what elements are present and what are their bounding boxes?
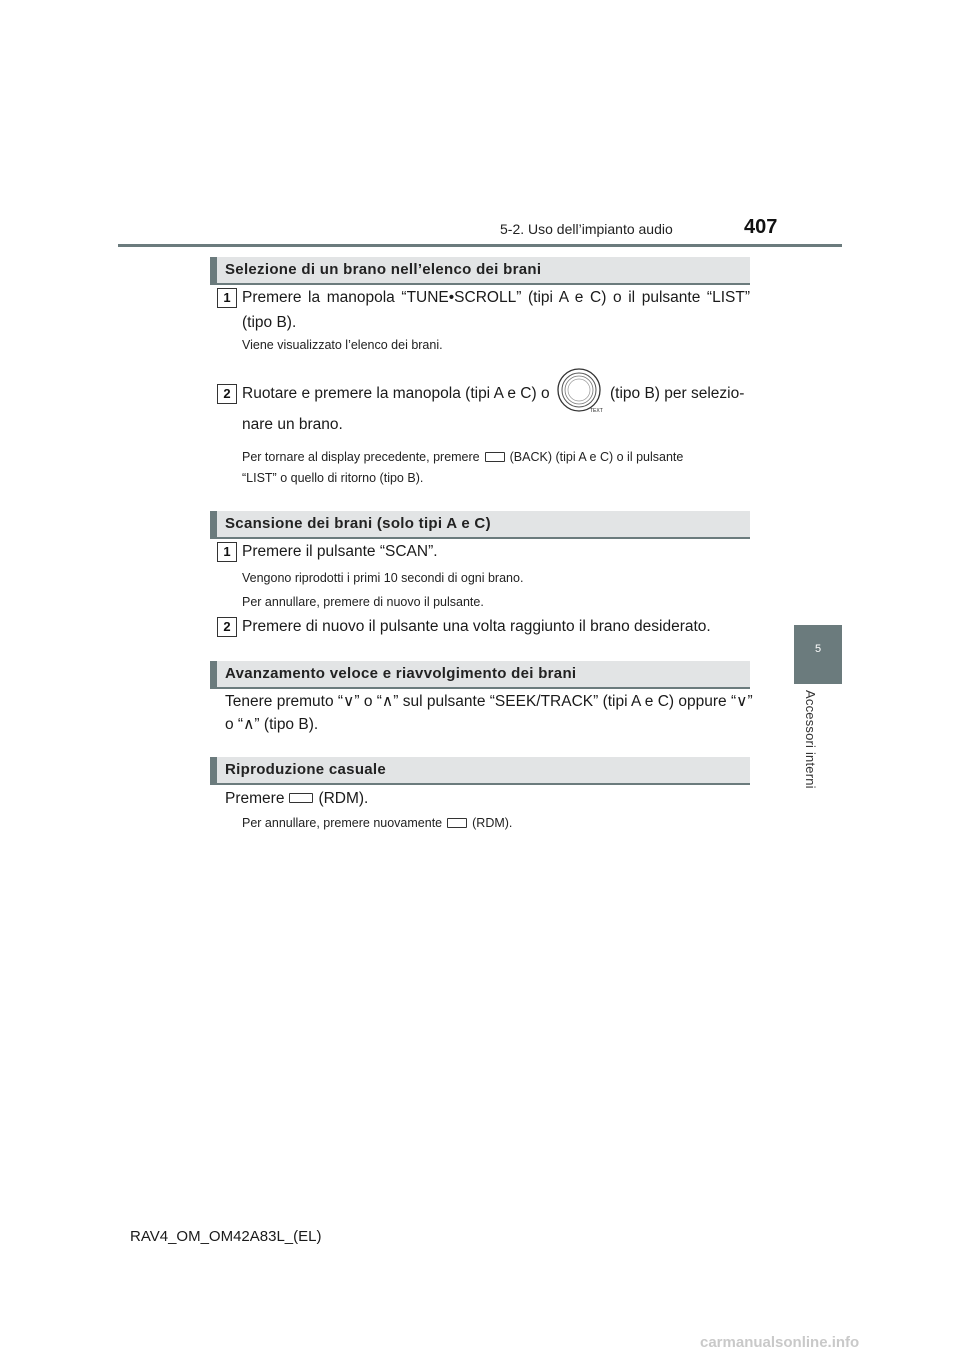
step-number-box: 2 bbox=[217, 384, 237, 404]
step-text-line2: nare un brano. bbox=[242, 416, 343, 433]
section-heading-text: Avanzamento veloce e riavvolgimento dei brani bbox=[225, 665, 577, 682]
back-button-icon bbox=[485, 452, 505, 462]
step-text-part2: (tipo B) per selezio- bbox=[610, 385, 745, 402]
step-note: Viene visualizzato l’elenco dei brani. bbox=[242, 338, 443, 352]
section-heading-bar bbox=[210, 511, 217, 537]
body-text bbox=[225, 786, 368, 811]
step-text: Premere di nuovo il pulsante una volta raggiunto il brano desiderato. bbox=[242, 618, 711, 635]
step-number-box: 1 bbox=[217, 288, 237, 308]
tune-knob-icon bbox=[557, 368, 603, 414]
watermark: carmanualsonline.info bbox=[700, 1334, 860, 1351]
page-number: 407 bbox=[744, 216, 778, 238]
knob-label: TEXT bbox=[590, 408, 603, 414]
note-text: Per tornare al display precedente, premere bbox=[242, 450, 480, 464]
step-text-part1: Ruotare e premere la manopola (tipi A e C) o bbox=[242, 385, 550, 402]
header-rule bbox=[118, 244, 842, 247]
section-heading-scan bbox=[210, 511, 750, 539]
header-section-title: 5-2. Uso dell’impianto audio bbox=[500, 221, 673, 237]
step-number-box: 1 bbox=[217, 542, 237, 562]
section-heading-text: Riproduzione casuale bbox=[225, 761, 387, 778]
body-text: Tenere premuto “∨” o “∧” sul pulsante “SEEK/TRACK” (tipi A e C) oppure “∨” bbox=[225, 693, 753, 710]
note-text: (RDM). bbox=[472, 816, 513, 830]
step-number-box: 2 bbox=[217, 617, 237, 637]
section-heading-bar bbox=[210, 661, 217, 687]
step-note-line2: “LIST” o quello di ritorno (tipo B). bbox=[242, 471, 424, 485]
rdm-button-icon bbox=[447, 818, 467, 828]
step-note: Vengono riprodotti i primi 10 secondi di ogni brano. bbox=[242, 571, 524, 585]
step-note: Per annullare, premere di nuovo il pulsante. bbox=[242, 595, 484, 609]
step-note-line1 bbox=[242, 447, 683, 467]
chapter-tab-number: 5 bbox=[814, 643, 822, 655]
note-text: (BACK) (tipi A e C) o il pulsante bbox=[509, 450, 684, 464]
rdm-button-icon bbox=[289, 793, 313, 803]
section-heading-seek bbox=[210, 661, 750, 689]
section-heading-text: Scansione dei brani (solo tipi A e C) bbox=[225, 515, 491, 532]
chapter-tab-label: Accessori interni bbox=[803, 690, 818, 789]
document-code: RAV4_OM_OM42A83L_(EL) bbox=[130, 1228, 322, 1245]
section-heading-text: Selezione di un brano nell’elenco dei brani bbox=[225, 261, 542, 278]
step-text: Premere il pulsante “SCAN”. bbox=[242, 543, 438, 560]
body-note bbox=[242, 813, 512, 833]
section-heading-bar bbox=[210, 257, 217, 283]
step-text: Premere la manopola “TUNE•SCROLL” (tipi A e C) o il pulsante “LIST” (tipo B). bbox=[242, 289, 750, 331]
body-text: o “∧” (tipo B). bbox=[225, 716, 319, 733]
body-text-part: (RDM). bbox=[318, 790, 369, 807]
body-text-part: Premere bbox=[225, 790, 285, 807]
note-text: Per annullare, premere nuovamente bbox=[242, 816, 443, 830]
section-heading-bar bbox=[210, 757, 217, 783]
section-heading-track-list bbox=[210, 257, 750, 285]
section-heading-random bbox=[210, 757, 750, 785]
